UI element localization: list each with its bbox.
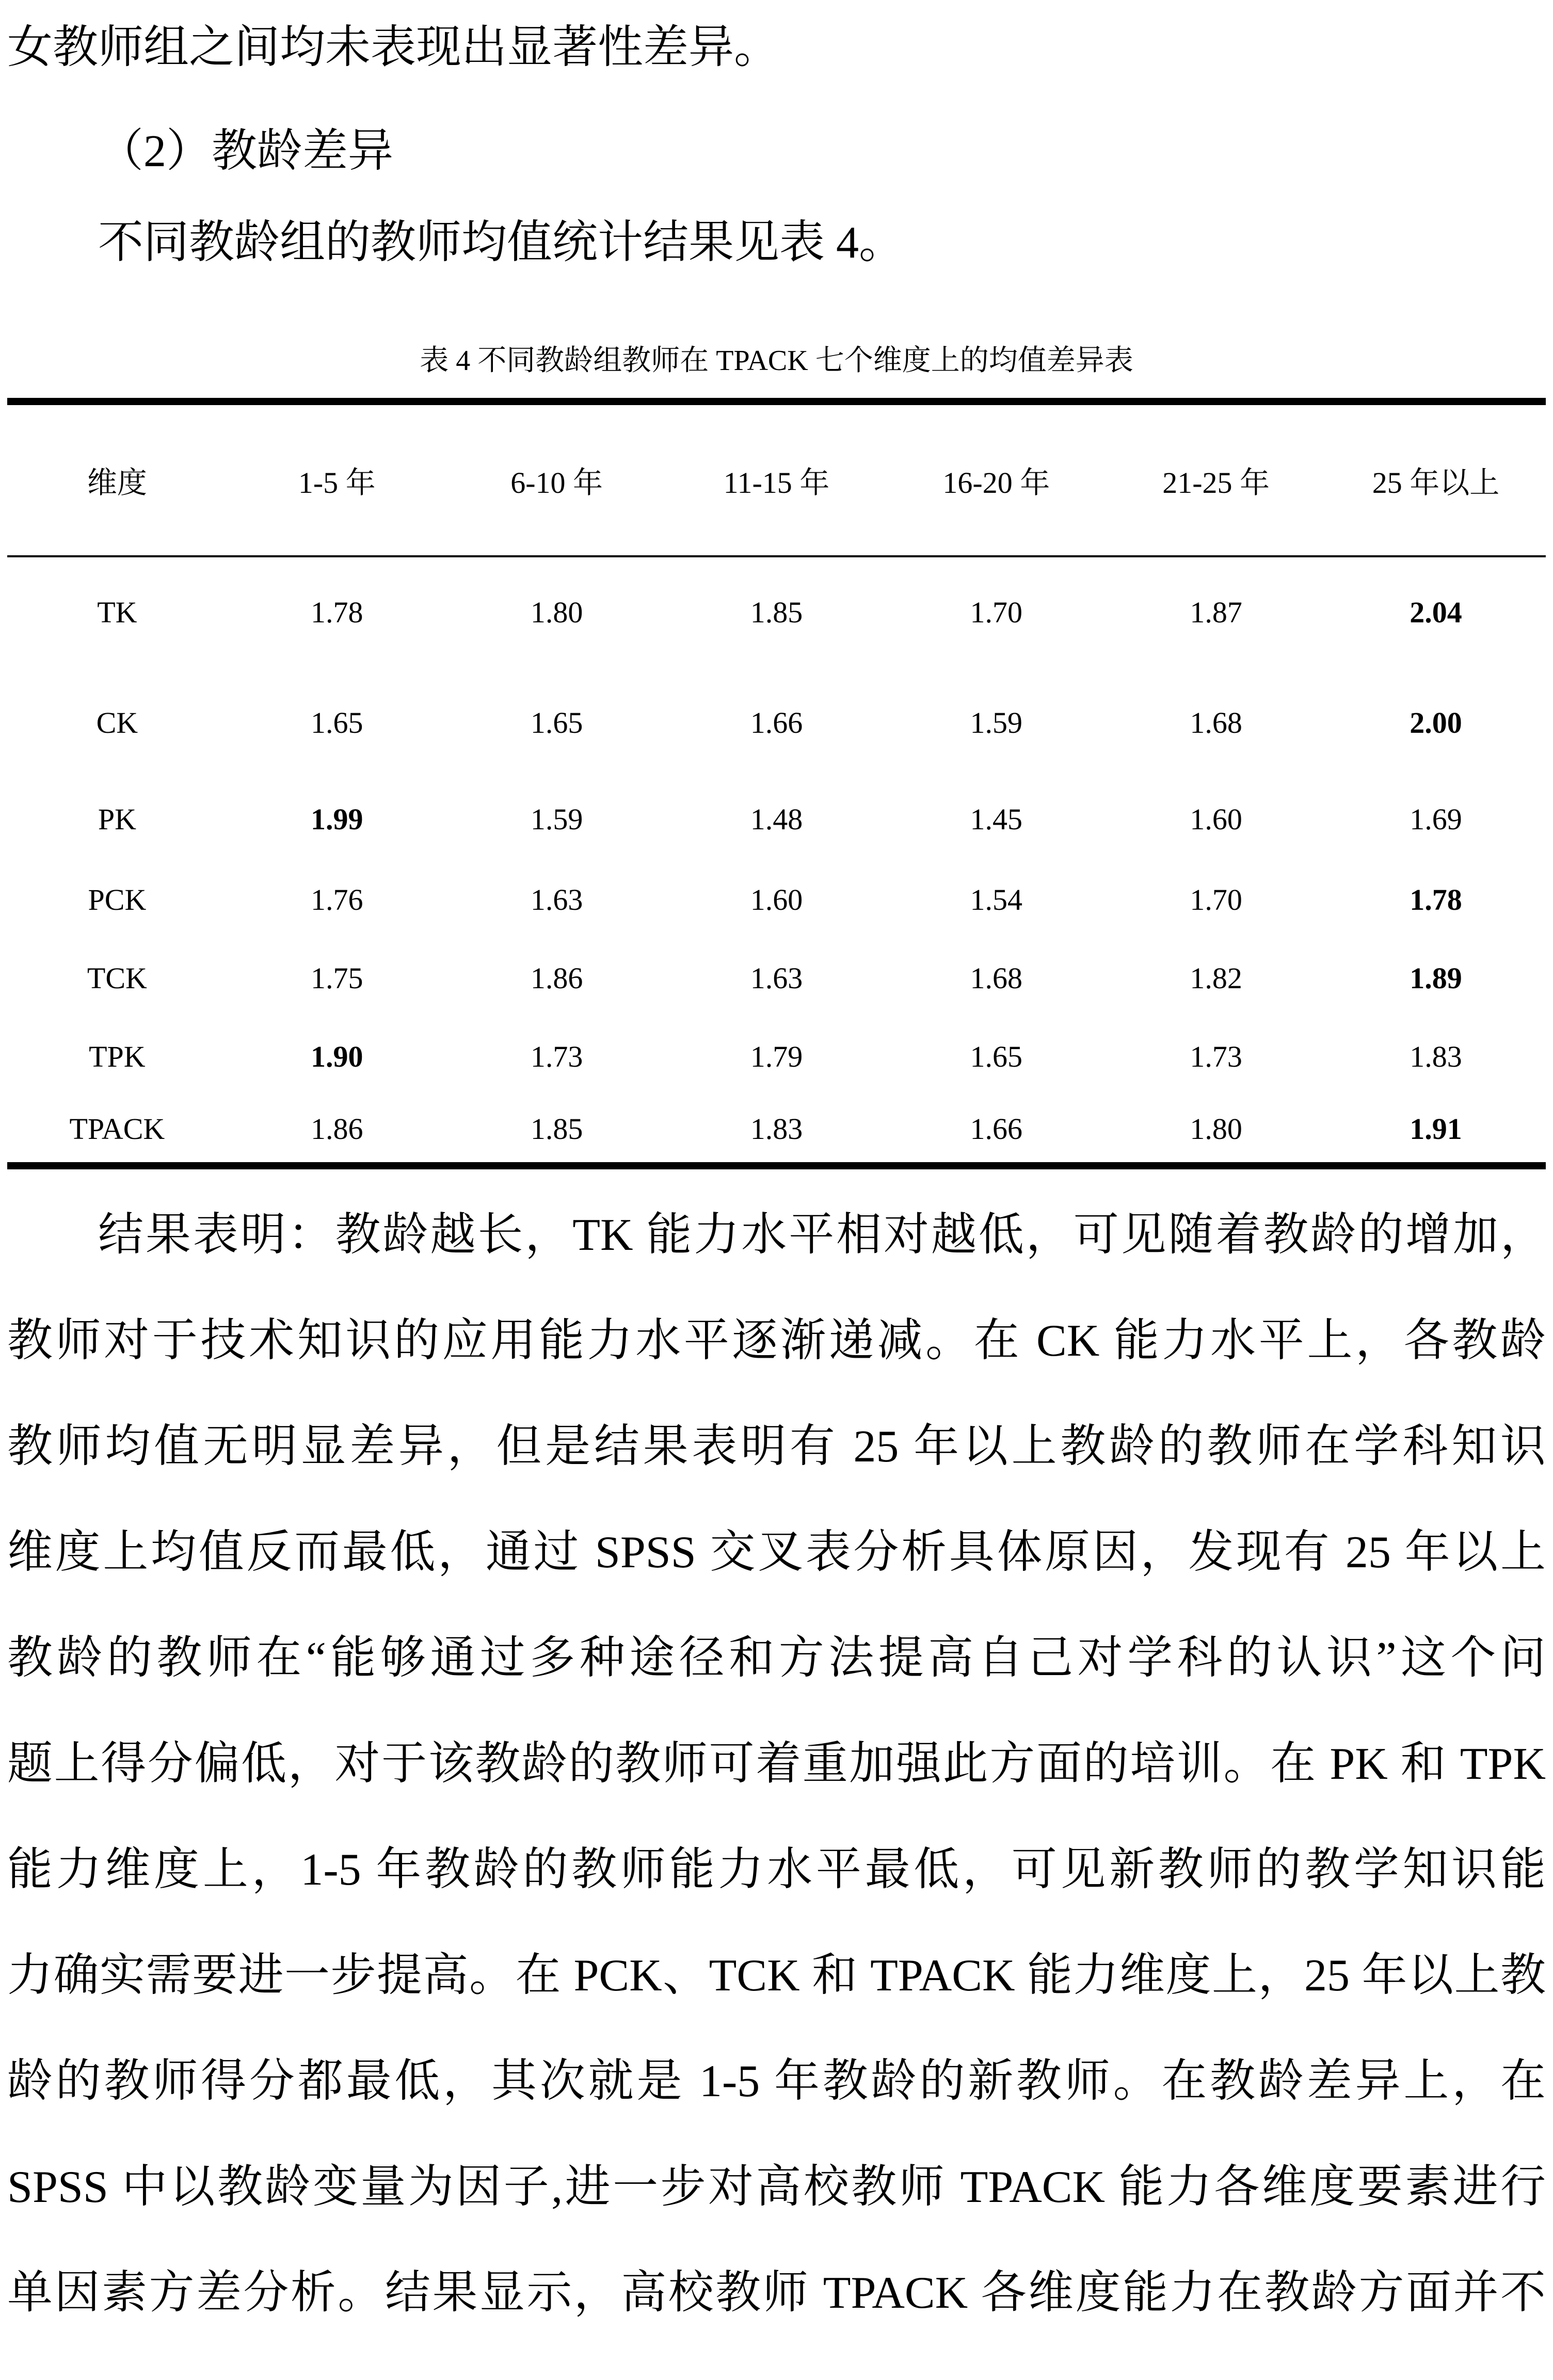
table-header-row	[7, 401, 1546, 556]
paragraph-line: 题上得分偏低，对于该教龄的教师可着重加强此方面的培训。在 PK 和 TPK	[7, 1739, 1546, 1789]
value-cell: 1.85	[750, 595, 803, 629]
value-cell: 1.66	[750, 705, 803, 739]
document-page	[0, 22, 1553, 2380]
row-label: TCK	[87, 961, 147, 995]
row-label: TPK	[89, 1040, 146, 1074]
paragraph-line: 维度上均值反而最低，通过 SPSS 交叉表分析具体原因，发现有 25 年以上	[7, 1527, 1546, 1578]
value-cell: 1.78	[311, 595, 363, 629]
table-row-pck	[7, 861, 1546, 939]
table-header	[7, 401, 1546, 556]
value-cell: 1.86	[311, 1112, 363, 1146]
value-cell: 1.73	[1190, 1040, 1242, 1074]
paragraph-line: 教师对于技术知识的应用能力水平逐渐递减。在 CK 能力水平上，各教龄	[7, 1315, 1546, 1366]
value-cell: 1.65	[311, 705, 363, 739]
table-row-tpack	[7, 1096, 1546, 1166]
value-cell: 1.68	[1190, 705, 1242, 739]
value-cell: 1.73	[530, 1040, 583, 1074]
value-cell: 2.04	[1410, 595, 1462, 629]
value-cell: 1.59	[970, 705, 1023, 739]
value-cell: 1.80	[1190, 1112, 1242, 1146]
table-body	[7, 556, 1546, 1166]
value-cell: 1.70	[1190, 883, 1242, 917]
value-cell: 1.48	[750, 802, 803, 837]
column-header-6-10: 6-10 年	[510, 466, 603, 500]
table-row-pk	[7, 778, 1546, 861]
body-text-line: 不同教龄组的教师均值统计结果见表 4。	[98, 218, 905, 268]
paragraph-line: 龄的教师得分都最低，其次就是 1-5 年教龄的新教师。在教龄差异上，在	[7, 2056, 1546, 2106]
row-label: CK	[96, 705, 138, 739]
paragraph-line: SPSS 中以教龄变量为因子,进一步对高校教师 TPACK 能力各维度要素进行	[7, 2162, 1546, 2212]
value-cell: 1.70	[970, 595, 1023, 629]
value-cell: 1.85	[530, 1112, 583, 1146]
row-label: TPACK	[69, 1112, 165, 1146]
value-cell: 1.87	[1190, 595, 1242, 629]
value-cell: 1.63	[750, 961, 803, 995]
column-header-over-25: 25 年以上	[1372, 466, 1500, 500]
value-cell: 1.65	[530, 705, 583, 739]
column-header-11-15: 11-15 年	[723, 466, 830, 500]
row-label: PK	[98, 802, 136, 837]
value-cell: 1.90	[311, 1040, 363, 1074]
paragraph-line: 教龄的教师在“能够通过多种途径和方法提高自己对学科的认识”这个问	[7, 1633, 1546, 1683]
column-header-dimension: 维度	[87, 466, 147, 500]
paragraph-line: 力确实需要进一步提高。在 PCK、TCK 和 TPACK 能力维度上，25 年以上教	[7, 1950, 1546, 2001]
table-row-tck	[7, 939, 1546, 1018]
value-cell: 1.63	[530, 883, 583, 917]
value-cell: 1.89	[1410, 961, 1462, 995]
value-cell: 1.80	[530, 595, 583, 629]
value-cell: 1.59	[530, 802, 583, 837]
value-cell: 1.45	[970, 802, 1023, 837]
section-heading: （2）教龄差异	[98, 126, 394, 177]
row-label: TK	[97, 595, 137, 629]
value-cell: 1.79	[750, 1040, 803, 1074]
column-header-1-5: 1-5 年	[298, 466, 376, 500]
value-cell: 1.60	[1190, 802, 1242, 837]
column-header-16-20: 16-20 年	[942, 466, 1050, 500]
value-cell: 1.91	[1410, 1112, 1462, 1146]
value-cell: 1.76	[311, 883, 363, 917]
value-cell: 1.83	[1410, 1040, 1462, 1074]
value-cell: 1.65	[970, 1040, 1023, 1074]
table-row-tk	[7, 556, 1546, 667]
value-cell: 1.82	[1190, 961, 1242, 995]
paragraph-line: 单因素方差分析。结果显示，高校教师 TPACK 各维度能力在教龄方面并不	[7, 2268, 1546, 2318]
value-cell: 2.00	[1410, 705, 1462, 739]
body-text-line: 女教师组之间均未表现出显著性差异。	[7, 23, 780, 73]
value-cell: 1.69	[1410, 802, 1462, 837]
table-row-tpk	[7, 1018, 1546, 1096]
value-cell: 1.68	[970, 961, 1023, 995]
value-cell: 1.54	[970, 883, 1023, 917]
value-cell: 1.66	[970, 1112, 1023, 1146]
paragraph-line: 教师均值无明显差异，但是结果表明有 25 年以上教龄的教师在学科知识	[7, 1421, 1546, 1472]
value-cell: 1.83	[750, 1112, 803, 1146]
value-cell: 1.75	[311, 961, 363, 995]
value-cell: 1.60	[750, 883, 803, 917]
paragraph-line: 能力维度上，1-5 年教龄的教师能力水平最低，可见新教师的教学知识能	[7, 1844, 1546, 1895]
value-cell: 1.86	[530, 961, 583, 995]
paragraph-line: 结果表明：教龄越长，TK 能力水平相对越低，可见随着教龄的增加，	[98, 1210, 1546, 1260]
row-label: PCK	[88, 883, 147, 917]
table-title: 表 4 不同教龄组教师在 TPACK 七个维度上的均值差异表	[420, 344, 1133, 377]
value-cell: 1.78	[1410, 883, 1462, 917]
analysis-paragraph	[7, 1182, 1546, 2346]
table-row-ck	[7, 667, 1546, 778]
column-header-21-25: 21-25 年	[1162, 466, 1270, 500]
value-cell: 1.99	[311, 802, 363, 837]
tpack-mean-difference-table	[7, 398, 1546, 1169]
